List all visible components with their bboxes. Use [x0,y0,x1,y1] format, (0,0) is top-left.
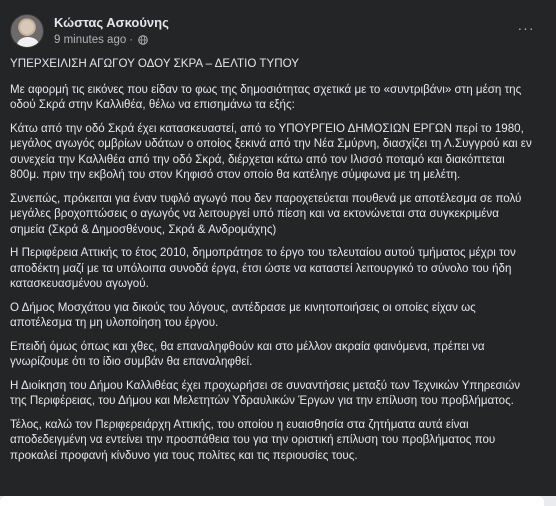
post-body [10,56,532,471]
post-paragraph: Τέλος, καλώ τον Περιφερειάρχη Αττικής, του οποίου η ευαισθησία στα ζητήματα αυτά είναι αποδεδειγμένη να εντείνει την προσπάθεια του για την οριστική επίλυση του προβλήματος που προκαλεί προφανή κίνδυνο για τους πολίτες και τις περιουσίες τους. [10,417,496,462]
post-paragraph: Ο Δήμος Μοσχάτου για δικούς του λόγους, αντέδρασε με κινητοποιήσεις οι οποίες είχαν ως αποτέλεσμα τη μη υλοποίηση του έργου. [10,300,476,329]
post-header [10,14,169,48]
post-paragraph: Συνεπώς, πρόκειται για έναν τυφλό αγωγό που δεν παροχετεύεται πουθενά με αποτέλεσμα σε πολύ μεγάλες βροχοπτώσεις ο αγωγός να λειτουργεί υπό πίεση και να εκτονώνεται στα συγκεκριμένα σημεία (Σκρά & Δημοσθένους, Σκρά & Ανδρομάχης) [10,191,522,236]
attached-media-top[interactable] [0,496,544,506]
post-paragraph-title: ΥΠΕΡΧΕΙΛΙΣΗ ΑΓΩΓΟΥ ΟΔΟΥ ΣΚΡΑ – ΔΕΛΤΙΟ ΤΥΠΟΥ [10,57,299,70]
author-avatar[interactable] [10,14,44,48]
author-name[interactable]: Κώστας Ασκούνης [54,14,169,30]
more-options-icon[interactable]: ··· [517,20,535,36]
post-paragraph: Επειδή όμως όπως και χθες, θα επαναληφθούν και στο μέλλον ακραία φαινόμενα, πρέπει να γνωρίζουμε ότι το ίδιο συμβάν θα επαναληφθεί. [10,339,485,368]
post-paragraph: Με αφορμή τις εικόνες που είδαν το φως της δημοσιότητας σχετικά με το «συντριβάνι» στη μέση της οδού Σκρά στην Καλλιθέα, θέλω να επισημάνω τα εξής: [10,82,522,111]
globe-icon[interactable] [138,35,148,45]
attached-media-edge [0,496,556,506]
post-paragraph: Κάτω από την οδό Σκρά έχει κατασκευαστεί, από το ΥΠΟΥΡΓΕΙΟ ΔΗΜΟΣΙΩΝ ΕΡΓΩΝ περί το 1980, μεγάλος αγωγός ομβρίων υδάτων ο οποίος ξεκινά από την Νέα Σμύρνη, διασχίζει τη Λ.Συγγρού και εν συνεχεία την Καλλιθέα από την οδό Σκρά, διέρχεται κάτω από τον Ιλισσό ποταμό και διακόπτεται 800μ. πριν την εκβολή του στον Κηφισό στον οποίο θα κατέληγε σύμφωνα με τη μελέτη. [10,121,532,181]
post-paragraph: Η Περιφέρεια Αττικής το έτος 2010, δημοπράτησε το έργο του τελευταίου αυτού τμήματος μέχρι τον αποδέκτη μαζί με τα υπόλοιπα συνοδά έργα, έτσι ώστε να καταστεί λειτουργικό το σύνολο του ήδη κατασκευασμένου αγωγού. [10,246,516,290]
post-paragraph: Η Διοίκηση του Δήμου Καλλιθέας έχει προχωρήσει σε συναντήσεις μεταξύ των Τεχνικών Υπηρεσιών της Περιφέρειας, του Δήμου και Μελετητών Υδραυλικών Έργων για την επίλυση του προβλήματος. [10,378,521,407]
post-timestamp[interactable]: 9 minutes ago [54,33,127,46]
post-meta [54,15,169,48]
separator-dot: · [129,33,134,46]
post-subline [54,33,169,48]
